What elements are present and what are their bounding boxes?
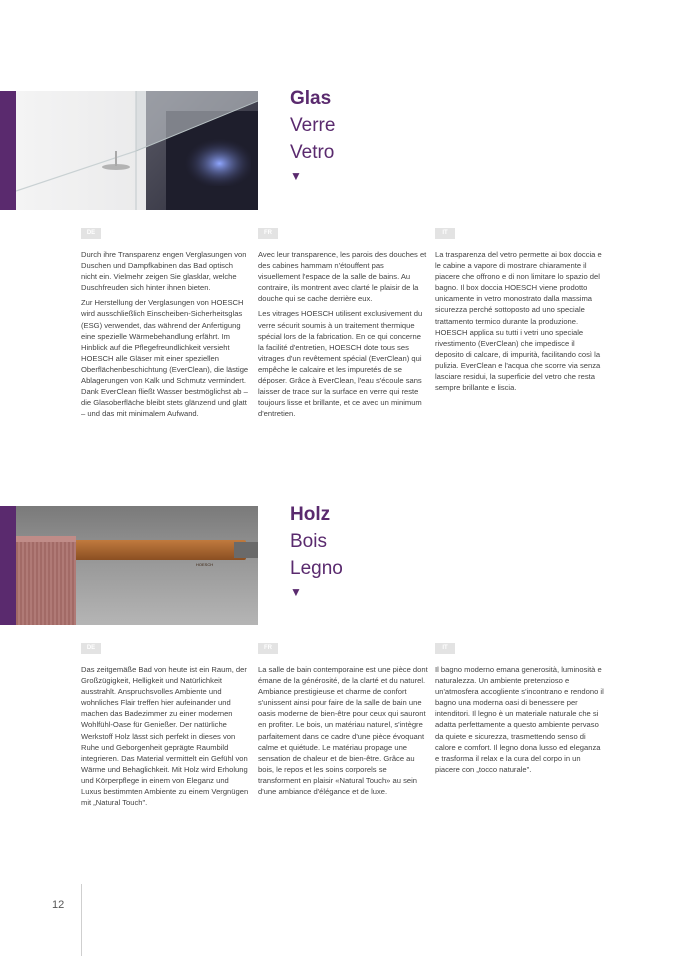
paragraph: Avec leur transparence, les parois des douches et des cabines hammam n'étouffent pas visuellement l'espace de la salle de bains. Au contraire, ils montrent avec clarté le plaisir de la douche qui se cache derrière eux. <box>258 250 427 304</box>
title-legno: Legno <box>290 558 343 579</box>
paragraph: Das zeitgemäße Bad von heute ist ein Raum, der Großzügigkeit, Helligkeit und Natürlichkeit ausstrahlt. Anspruchsvolles Ambiente und wohnliches Flair treffen hier aufeinander und machen das Badezimmer zu einer modernen Wohlfühl-Oase für Genießer. Der natürliche Werkstoff Holz lässt sich perfekt in dieses von Ruhe und Geborgenheit geprägte Raumbild integrieren. Das Material vermittelt ein Gefühl von Wärme und Behaglichkeit. Mit Holz wird Erholung und Körperpflege in einem von Eleganz und Luxus bestimmten Ambiente zu einem Vergnügen mit „Natural Touch". <box>81 665 249 808</box>
page-number: 12 <box>52 899 65 911</box>
glass-shower-photo <box>16 91 258 210</box>
lang-tag-it: IT <box>435 228 455 239</box>
accent-bar-glass <box>0 91 16 210</box>
text-column-it <box>435 664 605 779</box>
text-column-de <box>81 249 251 423</box>
text-column-it <box>435 249 605 397</box>
title-glas: Glas <box>290 88 332 109</box>
paragraph: La salle de bain contemporaine est une pièce dont émane de la générosité, de la clarté et du naturel. Ambiance prestigieuse et charme de confort s'unissent ainsi pour faire de la salle de bain une oasis moderne de bien-être pour ceux qui sauront en profiter. Le bois, un matériau naturel, s'intègre parfaitement dans ce cadre d'une pièce évoquant calme et quiétude. Le matériau propage une sensation de chaleur et de bien-être. Grâce au bois, le repos et les soins corporels se transforment en plaisir «Natural Touch» au sein d'une ambiance d'élégance et de luxe. <box>258 665 428 797</box>
lang-tag-de: DE <box>81 228 101 239</box>
arrow-down-icon: ▼ <box>290 169 302 183</box>
paragraph: La trasparenza del vetro permette ai box doccia e le cabine a vapore di mostrare chiaramente il piacere che offrono e di non limitare lo spazio del bagno. Il box doccia HOESCH viene prodotto unicamente in vetro monostrato dalla massima sicurezza perché sottoposto ad uno speciale trattamento termico durante la produzione. HOESCH applica su tutti i vetri uno speciale rivestimento (EverClean) che impedisce il deposito di calcare, di impurità, facilitando così la pulizia. EverClean e l'acqua che scorre via senza lasciare residui, la superficie del vetro che resta sempre brillante e liscia. <box>435 250 602 393</box>
title-holz: Holz <box>290 504 331 525</box>
lang-tag-fr: FR <box>258 643 278 654</box>
text-column-fr <box>258 249 428 423</box>
lang-tag-de: DE <box>81 643 101 654</box>
paragraph: Il bagno moderno emana generosità, luminosità e naturalezza. Un ambiente pretenzioso e un'atmosfera accogliente s'incontrano e rendono il bagno una moderna oasi di benessere per intenditori. Il legno è un materiale naturale che si adatta perfettamente a questo ambiente pervaso da quiete e sicurezza, trasmettendo senso di calore e comfort. Il legno dona lusso ed eleganza e trasforma il relax e la cura del corpo in un piacere con „tocco naturale". <box>435 665 604 774</box>
footer-divider <box>81 884 82 956</box>
paragraph: Zur Herstellung der Verglasungen von HOESCH wird ausschließlich Einscheiben-Sicherheitsglas (ESG) verwendet, das während der Anfertigung eine spezielle Wärmebehandlung erfährt. Im Hinblick auf die Pflegefreundlichkeit versieht HOESCH alle Gläser mit einer speziellen Oberflächenbeschichtung (EverClean), die lästige Ablagerungen von Kalk und Schmutz vermindert. Dank EverClean fließt Wasser bestmöglichst ab – die Glasoberfläche bleibt stets glänzend und glatt – und das mit minimalem Aufwand. <box>81 298 249 419</box>
accent-bar-wood <box>0 506 16 625</box>
lang-tag-fr: FR <box>258 228 278 239</box>
title-vetro: Vetro <box>290 142 335 163</box>
paragraph: Les vitrages HOESCH utilisent exclusivement du verre sécurit soumis à un traitement thermique spécial lors de la fabrication. En ce qui concerne la facilité d'entretien, HOESCH dote tous ses vitrages d'un revêtement spécial (EverClean) qui empêche le calcaire et les impuretés de se déposer. Grâce à EverClean, l'eau s'écoule sans laisser de trace sur la surface en verre qui reste toujours lisse et brillante, et ce avec un minimum d'entretien. <box>258 309 423 419</box>
wood-towel-rail-photo <box>16 506 258 625</box>
title-bois: Bois <box>290 531 327 552</box>
title-block-wood <box>290 501 343 599</box>
text-column-de <box>81 664 251 812</box>
title-verre: Verre <box>290 115 336 136</box>
paragraph: Durch ihre Transparenz engen Verglasungen von Duschen und Dampfkabinen das Bad optisch nicht ein. Vielmehr zeigen Sie glasklar, welche Duschfreuden sich hinter ihnen bieten. <box>81 250 247 293</box>
arrow-down-icon: ▼ <box>290 585 302 599</box>
lang-tag-it: IT <box>435 643 455 654</box>
title-block-glass <box>290 85 335 183</box>
text-column-fr <box>258 664 428 801</box>
brand-label: HOESCH <box>196 562 214 567</box>
